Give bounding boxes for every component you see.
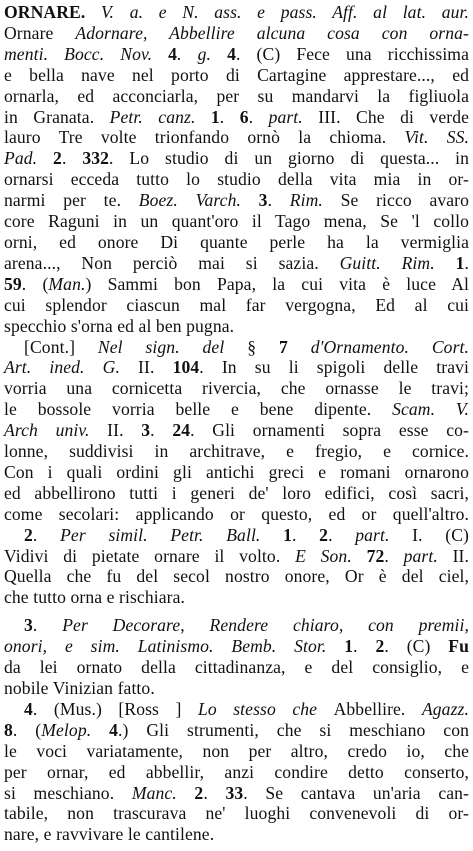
text-run: orni, ed onore Di quante perle ha la vermiglia — [4, 231, 469, 252]
text-run: . — [61, 148, 83, 169]
text-run: 2 — [319, 524, 329, 545]
text-run: . — [219, 106, 240, 127]
text-line — [4, 399, 469, 420]
text-run: . — [32, 524, 61, 545]
text-run: 33 — [225, 782, 244, 803]
text-run: Art. ined. G. — [4, 357, 139, 378]
text-line — [4, 741, 469, 762]
text-line — [4, 378, 469, 399]
text-line — [4, 127, 469, 148]
text-run: . — [292, 524, 320, 545]
text-line — [4, 420, 469, 441]
text-run: 4 — [109, 719, 119, 740]
dictionary-entry — [4, 2, 469, 845]
text-run: II. — [452, 545, 469, 566]
text-run: part. — [268, 106, 319, 127]
text-run: d'Ornamento. Cort. — [287, 336, 469, 357]
text-line — [4, 295, 469, 316]
text-run: da lei ornato della cittadinanza, e del consiglio, e — [4, 657, 469, 678]
text-line — [4, 337, 469, 358]
text-line — [4, 504, 469, 525]
text-run: Manc. — [131, 782, 195, 803]
text-run: ornarla, ed acconciarla, per su mandarvi la figliuola — [4, 85, 469, 106]
text-run: 6 — [239, 106, 249, 127]
text-run: 2 — [24, 524, 33, 545]
text-run: .) Gli strumenti, che si meschiano con — [118, 719, 469, 740]
text-line — [4, 783, 469, 804]
text-run: Abbellire. — [333, 698, 422, 719]
text-line — [4, 525, 469, 546]
text-run: 2 — [53, 148, 62, 169]
text-run: si meschiano. — [4, 782, 132, 803]
text-run: arena..., Non perciò mai si sazia. — [4, 252, 340, 273]
text-run: menti. Bocc. Nov. — [4, 43, 169, 64]
text-line — [4, 357, 469, 378]
text-run: 4 — [168, 43, 178, 64]
text-run: Vit. SS. — [404, 127, 469, 148]
text-run: nare, e ravvivare le cantilene. — [4, 824, 215, 845]
text-run: Con i quali ordini gli antichi greci e romani ornarono — [4, 461, 469, 482]
text-run: ed abbellirono tutti i generi de' loro edifici, così sacri, — [4, 482, 469, 503]
text-run: 4 — [227, 43, 236, 64]
text-run: Adornare, Abbellire alcuna cosa con orna- — [75, 22, 470, 43]
text-run: 4 — [24, 698, 33, 719]
text-run: 59 — [4, 273, 22, 294]
text-run: . (C) Fece una ricchissima — [235, 43, 469, 64]
text-run: per ornar, ed abbellir, anzi condire detto conserto, — [4, 761, 469, 782]
text-run: 8 — [4, 719, 13, 740]
text-run: Pad. — [4, 148, 54, 169]
text-line — [4, 86, 469, 107]
text-run: E Son. — [295, 545, 367, 566]
text-line — [4, 148, 469, 169]
text-run: tabile, non trascurava ne' luoghi convenevoli di or- — [4, 803, 469, 824]
text-line — [4, 107, 469, 128]
text-run: Per simil. Petr. Ball. — [60, 524, 284, 545]
text-run: che tutto orna e rischiara. — [4, 587, 185, 608]
text-run: Per Decorare, Rendere chiaro, con premii, — [62, 615, 469, 636]
text-run: . — [464, 252, 469, 273]
text-line — [4, 190, 469, 211]
text-line — [4, 587, 469, 608]
text-line — [4, 678, 469, 699]
text-run: Guitt. Rim. — [339, 252, 456, 273]
text-run: 1 — [210, 106, 220, 127]
text-run: onori, e sim. Latinismo. Bemb. Stor. — [4, 636, 345, 657]
text-run: II. — [138, 357, 173, 378]
text-run: . Lo studio di un giorno di questa... in — [109, 148, 469, 169]
text-run: . — [203, 782, 226, 803]
text-run: . Gli ornamenti sopra esse co- — [190, 420, 470, 441]
text-run: . — [267, 190, 290, 211]
text-run: I. (C) — [412, 524, 470, 545]
text-line — [4, 824, 469, 845]
text-run: III. Che di verde — [318, 106, 469, 127]
text-run: narmi per te. — [4, 190, 139, 211]
text-run: . — [353, 636, 376, 657]
text-line — [4, 546, 469, 567]
text-run: § — [247, 336, 279, 357]
text-line — [4, 169, 469, 190]
text-run: come secolari: applicando or questo, ed or quell'altro. — [4, 503, 469, 524]
text-line — [4, 720, 469, 741]
text-line — [4, 253, 469, 274]
text-run: nobile Vinizian fatto. — [4, 678, 155, 698]
text-run: in Granata. — [4, 106, 110, 127]
text-run: Man. — [48, 273, 86, 294]
text-run: Arch univ. — [4, 420, 108, 441]
text-run: Petr. canz. — [109, 106, 211, 127]
text-line — [4, 65, 469, 86]
text-run: Lo stesso che — [197, 698, 334, 719]
text-run: ) Sammi bon Papa, la cui vita è luce Al — [85, 273, 469, 294]
text-run: le bossole vorria belle e bene dipente. — [4, 399, 393, 420]
text-run: lauro Tre volte trionfando ornò la chioma. — [4, 127, 405, 148]
text-run: 104 — [172, 357, 200, 378]
text-run: specchio s'orna ed al ben pugna. — [4, 315, 235, 336]
text-run: . (C) — [384, 636, 449, 657]
text-run: 1 — [344, 636, 354, 657]
text-line — [4, 274, 469, 295]
text-run: . — [32, 615, 63, 636]
text-run: Vidivi di pietate ornare il volto. — [4, 545, 296, 566]
text-line — [4, 44, 469, 65]
text-run: core Raguni in un quant'oro il Tago mena, Se 'l collo — [4, 211, 469, 232]
text-run: 2 — [194, 782, 204, 803]
text-run: . — [384, 545, 404, 566]
text-run: ornarsi ecceda tutto lo studio della vita mia in or- — [4, 169, 469, 190]
text-run: 3 — [24, 615, 33, 636]
text-run: 7 — [278, 336, 288, 357]
text-line — [4, 699, 469, 720]
text-run: 3 — [141, 420, 151, 441]
text-run: 3 — [258, 190, 268, 211]
text-line — [4, 232, 469, 253]
text-run: Melop. — [41, 719, 110, 740]
text-run: . In su li spigoli delle travi — [199, 357, 469, 378]
text-run: e bella nave nel porto di Cartagine apprestare..., ed — [4, 64, 469, 85]
text-run: Scam. V. — [392, 399, 470, 420]
text-run: ORNARE. — [4, 2, 86, 22]
text-line — [4, 211, 469, 232]
text-run: part. — [403, 545, 453, 566]
text-line — [4, 462, 469, 483]
text-line — [4, 566, 469, 587]
text-run: Boez. Varch. — [138, 190, 259, 211]
text-line — [4, 803, 469, 824]
text-run: le voci variatamente, non per altro, credo io, che — [4, 740, 469, 761]
text-line — [4, 2, 469, 23]
text-run: Fu — [448, 636, 470, 657]
text-line — [4, 23, 469, 44]
text-line — [4, 441, 469, 462]
text-run: . — [248, 106, 269, 127]
text-run: vorria una cornicetta rivercia, che ornasse le travi; — [4, 378, 469, 399]
text-line — [4, 316, 469, 337]
text-line — [4, 762, 469, 783]
text-run: Quella che fu del secol nostro onore, Or è del ciel, — [4, 566, 469, 587]
text-run: 1 — [455, 252, 465, 273]
text-run: V. a. e N. ass. e pass. Aff. al lat. aur. — [85, 2, 469, 22]
text-run: . ( — [12, 719, 42, 740]
text-run: . (Mus.) [Ross ] — [32, 698, 198, 719]
text-line — [4, 636, 469, 657]
text-run: Se ricco avaro — [340, 190, 470, 211]
text-run: 72 — [366, 545, 385, 566]
text-run: 1 — [283, 524, 292, 545]
text-run: 332 — [82, 148, 110, 169]
text-run: part. — [355, 524, 413, 545]
text-run: Nel sign. del — [97, 336, 248, 357]
text-line — [4, 615, 469, 636]
text-run: Agazz. — [421, 698, 469, 719]
text-run: . — [150, 420, 173, 441]
text-line — [4, 657, 469, 678]
text-run: 2 — [375, 636, 385, 657]
text-run: . g. — [177, 43, 228, 64]
text-run: Ornare — [4, 22, 76, 43]
text-run: cui splendor ciascun mal far vergogna, Ed al cui — [4, 294, 469, 315]
text-line — [4, 483, 469, 504]
text-run: lonne, suddivisi in architrave, e fregio, e cornice. — [4, 441, 469, 462]
text-run: . Se cantava un'aria can- — [243, 782, 469, 803]
text-run: . ( — [21, 273, 49, 294]
text-run: [Cont.] — [24, 336, 98, 357]
text-run: . — [328, 524, 356, 545]
text-run: II. — [107, 420, 142, 441]
text-run: Rim. — [289, 190, 341, 211]
text-run: 24 — [172, 420, 191, 441]
